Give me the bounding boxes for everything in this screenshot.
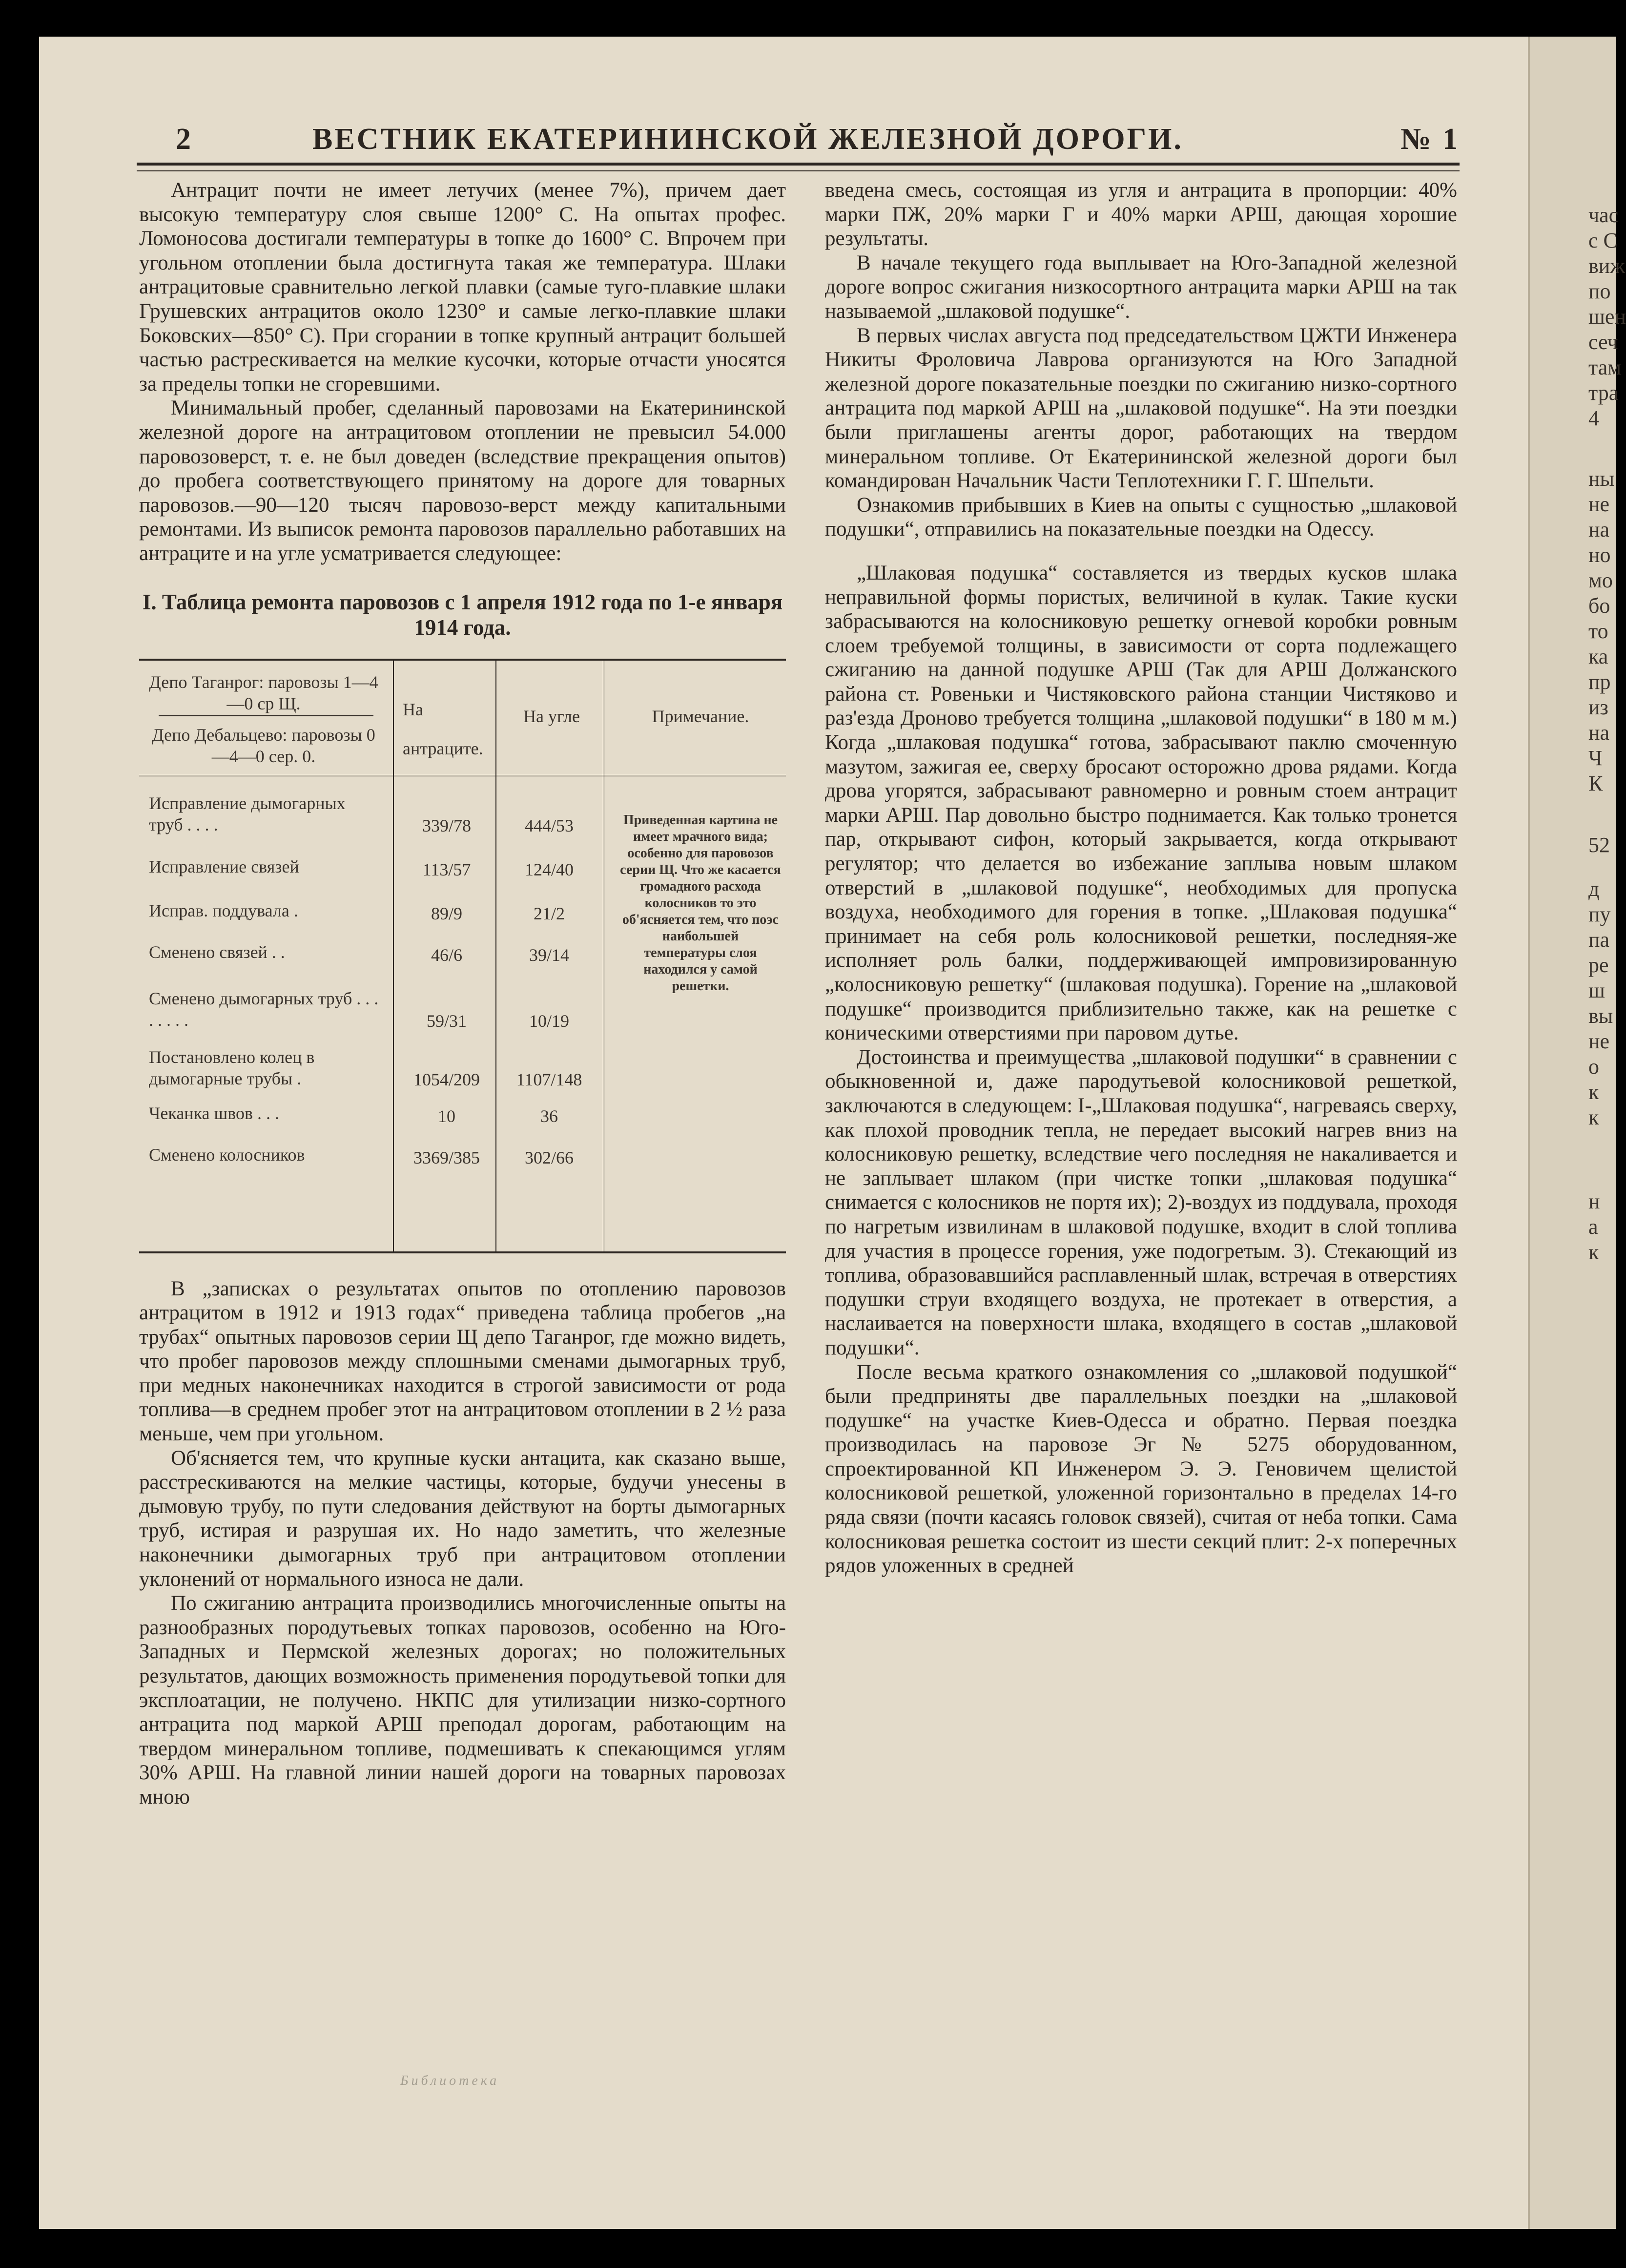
table-cell-coal: 10/19 bbox=[529, 1011, 569, 1031]
adjacent-page-line: пу bbox=[1588, 902, 1611, 926]
adjacent-page-line: ш bbox=[1588, 978, 1605, 1002]
table-cell-coal: 21/2 bbox=[533, 903, 565, 923]
table-row-label: Сменено колосников bbox=[149, 1144, 305, 1165]
adjacent-page-line: тра bbox=[1588, 381, 1619, 405]
table-cell-anthracite: 59/31 bbox=[426, 1011, 467, 1031]
table-note: Приведенная картина не имеет мрачного вида; особенно для паровозов серии Щ. Что же касается громадного расхода колосников то это об'ясняется тем, что поэс наибольшей температуры слоя находился у самой решетки. bbox=[620, 812, 781, 994]
table-row-label: Сменено дымогарных труб . . . . . . . . bbox=[149, 988, 379, 1030]
table-row-label: Сменено связей . . bbox=[149, 942, 285, 962]
header-note: Примечание. bbox=[652, 706, 749, 726]
adjacent-page-line: ре bbox=[1588, 953, 1609, 977]
adjacent-page-line: к bbox=[1588, 1240, 1599, 1264]
adjacent-page-line: к bbox=[1588, 1105, 1599, 1129]
running-header bbox=[137, 122, 1460, 161]
header-depot-taganrog: Депо Таганрог: паровозы 1—4—0 ср Щ. bbox=[149, 672, 378, 713]
adjacent-page-line: с С bbox=[1588, 229, 1618, 252]
adjacent-page-line: ка bbox=[1588, 645, 1608, 668]
header-anthracite: На антрацитe. bbox=[403, 699, 483, 758]
adjacent-page-fragment-a bbox=[1588, 203, 1626, 431]
table-row-label: Исправ. поддувала . bbox=[149, 900, 298, 920]
adjacent-page-fragment-d bbox=[1588, 876, 1613, 1130]
adjacent-page-line: 4 bbox=[1588, 406, 1599, 430]
page bbox=[39, 37, 1528, 2229]
table-cell-coal: 444/53 bbox=[524, 815, 574, 835]
paragraph: „Шлаковая подушка“ составляется из твердых кусков шлака неправильной формы пористых, величиной в кулак. Такие куски забрасываются на колосниковую решетку огневой коробки ровным слоем требуемой толщины, в зависимости от сорта подлежащего сжиганию на данной подушке АРШ (Так для АРШ Должанского района ст. Ровеньки и Чистяковского района станции Чистяково и раз'езда Дроново требуется толщина „шлаковой подушки“ в 180 м м.) Когда „шлаковая подушка“ готова, забрасывают паклю смоченную мазутом, зажигая ее, сверху бросают осторожно дрова рядами. Когда дрова угорятся, забрасывают равномерно и ровным стоем антрацит марки АРШ. Пар довольно быстро поднимается. Как только тронется пар, открывают сифон, который закрывается, когда открывают регулятор; что делается во избежание заплыва новым шлаком отверстий в „шлаковой подушке“, необходимых для пропуска воздуха, необходимого для горения в топке. „Шлаковая подушка“ принимает на себя роль колосниковой решетки, последняя-же исполняет роль балки, поддерживающей импровизированную „колосниковую решетку“ (шлаковая подушка). Горение на „шлаковой подушке“ производится приблизительно также, как на решетке с коническими отверстиями при паровом дутье. bbox=[825, 561, 1457, 1045]
library-stamp bbox=[400, 2073, 674, 2107]
table-cell-anthracite: 3369/385 bbox=[413, 1147, 480, 1167]
adjacent-page-line: там bbox=[1588, 355, 1622, 379]
adjacent-page-fragment-e bbox=[1588, 1189, 1600, 1265]
table-cell-anthracite: 89/9 bbox=[431, 903, 462, 923]
paragraph: После весьма краткого ознакомления со „шлаковой подушкой“ были предприняты две параллельных поездки на „шлаковой подушке“ на участке Киев-Одесса и обратно. Первая поездка производилась на паровозе Эг № 5275 оборудованном, спроектированной КП Инженером Э. Э. Геновичем щелистой колосниковой решеткой, уложенной горизонтально в пределах 14-го ряда связи (почти касаясь головок связей), считая от неба топки. Сама колосниковая решетка состоит из шести секций плит: 2-х поперечных рядов уложенных в средней bbox=[825, 1360, 1457, 1578]
table-row-label: Исправление связей bbox=[149, 856, 299, 876]
adjacent-page-line: К bbox=[1588, 771, 1603, 795]
adjacent-page-line: по bbox=[1588, 279, 1611, 303]
journal-title: ВЕСТНИК ЕКАТЕРИНИНСКОЙ ЖЕЛЕЗНОЙ ДОРОГИ. bbox=[312, 123, 1183, 156]
adjacent-page-line: вы bbox=[1588, 1004, 1613, 1028]
paragraph: Ознакомив прибывших в Киев на опыты с сущностью „шлаковой подушки“, отправились на показательные поездки на Одессу. bbox=[825, 493, 1457, 541]
adjacent-page-line: час bbox=[1588, 203, 1619, 227]
adjacent-page-line: сеч bbox=[1588, 330, 1618, 354]
table-cell-anthracite: 113/57 bbox=[422, 859, 471, 879]
adjacent-page-line: Ч bbox=[1588, 746, 1603, 770]
column-rule bbox=[603, 661, 604, 1251]
table-cell-anthracite: 339/78 bbox=[422, 815, 471, 835]
adjacent-page-line: па bbox=[1588, 928, 1610, 952]
adjacent-page-line: н bbox=[1588, 1189, 1600, 1213]
paragraph: Минимальный пробег, сделанный паровозами на Екатерининской железной дороге на антрацитовом отоплении не превысил 54.000 паровозоверст, т. е. не был доведен (вследствие прекращения опытов) до пробега соответствующего принятому на дороге для товарных паровозов.—90—120 тысяч паровозо-верст между капитальными ремонтами. Из выписок ремонта паровозов параллельно работавших на антраците и на угле усматривается следующее: bbox=[139, 396, 786, 565]
adjacent-page-line: мо bbox=[1588, 568, 1613, 592]
adjacent-page-line: к bbox=[1588, 1080, 1599, 1104]
table-row-label: Постановлено колец в дымогарные трубы . bbox=[149, 1047, 315, 1088]
adjacent-page-line: виж bbox=[1588, 254, 1625, 278]
column-rule bbox=[393, 661, 394, 1251]
adjacent-page-line: из bbox=[1588, 695, 1608, 719]
adjacent-page-line: на bbox=[1588, 721, 1610, 745]
table-row-label: Исправление дымогарных труб . . . . bbox=[149, 793, 346, 834]
table-cell-coal: 302/66 bbox=[524, 1147, 574, 1167]
adjacent-page-line: о bbox=[1588, 1055, 1599, 1079]
adjacent-page-line: д bbox=[1588, 877, 1600, 901]
paragraph: В „записках о результатах опытов по отоплению паровозов антрацитом в 1912 и 1913 годах“ приведена таблица пробегов „на трубах“ опытных паровозов серии Щ депо Таганрог, где можно видеть, что пробег паровозов между сплошными сменами дымогарных труб, при медных наконечниках находится в строгой зависимости от рода топлива—в среднем пробег этот на антрацитовом отоплении в 2 ½ раза меньше, чем при угольном. bbox=[139, 1277, 786, 1446]
table-cell-anthracite: 46/6 bbox=[431, 945, 462, 965]
paragraph: Достоинства и преимущества „шлаковой подушки“ в сравнении с обыкновенной и, даже пародутьевой колосниковой решеткой, заключаются в следующем: I-„Шлаковая подушка“, нагреваясь сверху, как плохой проводник тепла, не передает высокий нагрев вниз на колосниковую решетку, вследствие чего последняя не накаливается и не заплывает шлаком (при чистке топки „шлаковая подушка“ снимается с колосников не портя их); 2)-воздух из поддувала, проходя по нагретым извилинам в шлаковой подушке, входит в слой топлива для участия в процессе горения, уже подогретым. 3). Стекающий из топлива, образовавшийся расплавленный шлак, встречая в отверстиях подушки струи входящего воздуха, не протекает в отверстия, а наслаивается на поверхности шлака, входящего в состав „шлаковой подушки“. bbox=[825, 1045, 1457, 1359]
paragraph: введена смесь, состоящая из угля и антрацита в пропорции: 40% марки ПЖ, 20% марки Г и 40% марки АРШ, дающая хорошие результаты. bbox=[825, 179, 1457, 250]
issue-number: № 1 bbox=[1400, 123, 1460, 156]
adjacent-page-edge bbox=[1528, 37, 1626, 2229]
paragraph: В первых числах августа под председательством ЦЖТИ Инженера Никиты Фроловича Лаврова организуются на Юго Западной железной дороге показательные поездки по сжиганию низко-сортного антрацита под маркой АРШ на „шлаковой подушке“. На эти поездки были приглашены агенты дорог, работающих на твердом минеральном топливе. От Екатерининской железной дороги был командирован Начальник Части Теплотехники Г. Г. Шпельти. bbox=[825, 324, 1457, 493]
adjacent-page-line: но bbox=[1588, 543, 1611, 567]
table-cell-coal: 39/14 bbox=[529, 945, 569, 965]
table-row-label: Чеканка швов . . . bbox=[149, 1103, 279, 1123]
page-number: 2 bbox=[176, 123, 193, 156]
table-title: I. Таблица ремонта паровозов с 1 апреля 1912 года по 1-е января 1914 года. bbox=[142, 589, 783, 640]
adjacent-page-line: то bbox=[1588, 619, 1608, 643]
paragraph: Антрацит почти не имеет летучих (менее 7%), причем дает высокую температуру слоя свыше 1200° С. На опытах профес. Ломоносова достигали температуры в топке до 1600° С. Впрочем при угольном отоплении была достигнута такая же температура. Шлаки антрацитовые сравнительно легкой плавки (самые туго-плавкие шлаки Грушевских антрацитов около 1230° и самые легко-плавкие шлаки Боковских—850° С). При сгорании в топке крупный антрацит большей частью растрескивается на мелкие кусочки, которые отчасти уносятся за пределы топки не сгоревшими. bbox=[139, 179, 786, 395]
table-cell-coal: 124/40 bbox=[524, 859, 574, 879]
header-depot-debaltsevo: Депо Дебальцево: паровозы 0—4—0 сер. 0. bbox=[152, 725, 375, 766]
adjacent-page-line: ны bbox=[1588, 467, 1615, 491]
adjacent-page-line: не bbox=[1588, 1029, 1610, 1053]
adjacent-page-line: а bbox=[1588, 1215, 1598, 1239]
adjacent-page-fragment-b bbox=[1588, 466, 1614, 796]
adjacent-page-line: шен bbox=[1588, 305, 1626, 329]
adjacent-page-line: бо bbox=[1588, 594, 1610, 618]
table-header bbox=[139, 661, 786, 776]
left-column bbox=[139, 178, 786, 1810]
paragraph: По сжиганию антрацита производились многочисленные опыты на разнообразных породутьевых топках паровозов, особенно на Юго-Западных и Пермской железных дорогах; но положительных результатов, дающих возможность применения породутьевой топки для эксплоатации, не получено. НКПС для утилизации низко-сортного антрацита под маркой АРШ преподал дорогам, работающим на твердом минеральном топливе, подмешивать к спекающимся углям 30% АРШ. На главной линии нашей дороги на товарных паровозах мною bbox=[139, 1592, 786, 1809]
table-cell-anthracite: 1054/209 bbox=[413, 1069, 480, 1089]
header-divider bbox=[159, 715, 373, 716]
adjacent-page-line: пр bbox=[1588, 670, 1611, 694]
header-coal: На угле bbox=[523, 706, 580, 726]
table-cell-anthracite: 10 bbox=[438, 1106, 455, 1126]
table-cell-coal: 36 bbox=[540, 1106, 558, 1126]
stamp-text: Библиотека bbox=[400, 2073, 500, 2088]
table-cell-coal: 1107/148 bbox=[516, 1069, 582, 1089]
adjacent-page-line: не bbox=[1588, 492, 1610, 516]
right-column bbox=[825, 178, 1457, 1578]
adjacent-page-line: на bbox=[1588, 518, 1610, 541]
repair-table bbox=[139, 659, 786, 1253]
adjacent-page-fragment-c: 52 bbox=[1588, 833, 1610, 857]
header-rule bbox=[137, 163, 1460, 171]
paragraph: В начале текущего года выплывает на Юго-Западной железной дороге вопрос сжигания низкосортного антрацита марки АРШ на так называемой „шлаковой подушке“. bbox=[825, 251, 1457, 323]
paragraph: Об'ясняется тем, что крупные куски антацита, как сказано выше, расстрескиваются на мелкие частицы, которые, будучи унесены в дымовую трубу, по пути следования действуют на борты дымогарных труб, истирая и разрушая их. Но надо заметить, что железные наконечники дымогарных труб при антрацитовом отоплении уклонений от нормального износа не дали. bbox=[139, 1446, 786, 1591]
